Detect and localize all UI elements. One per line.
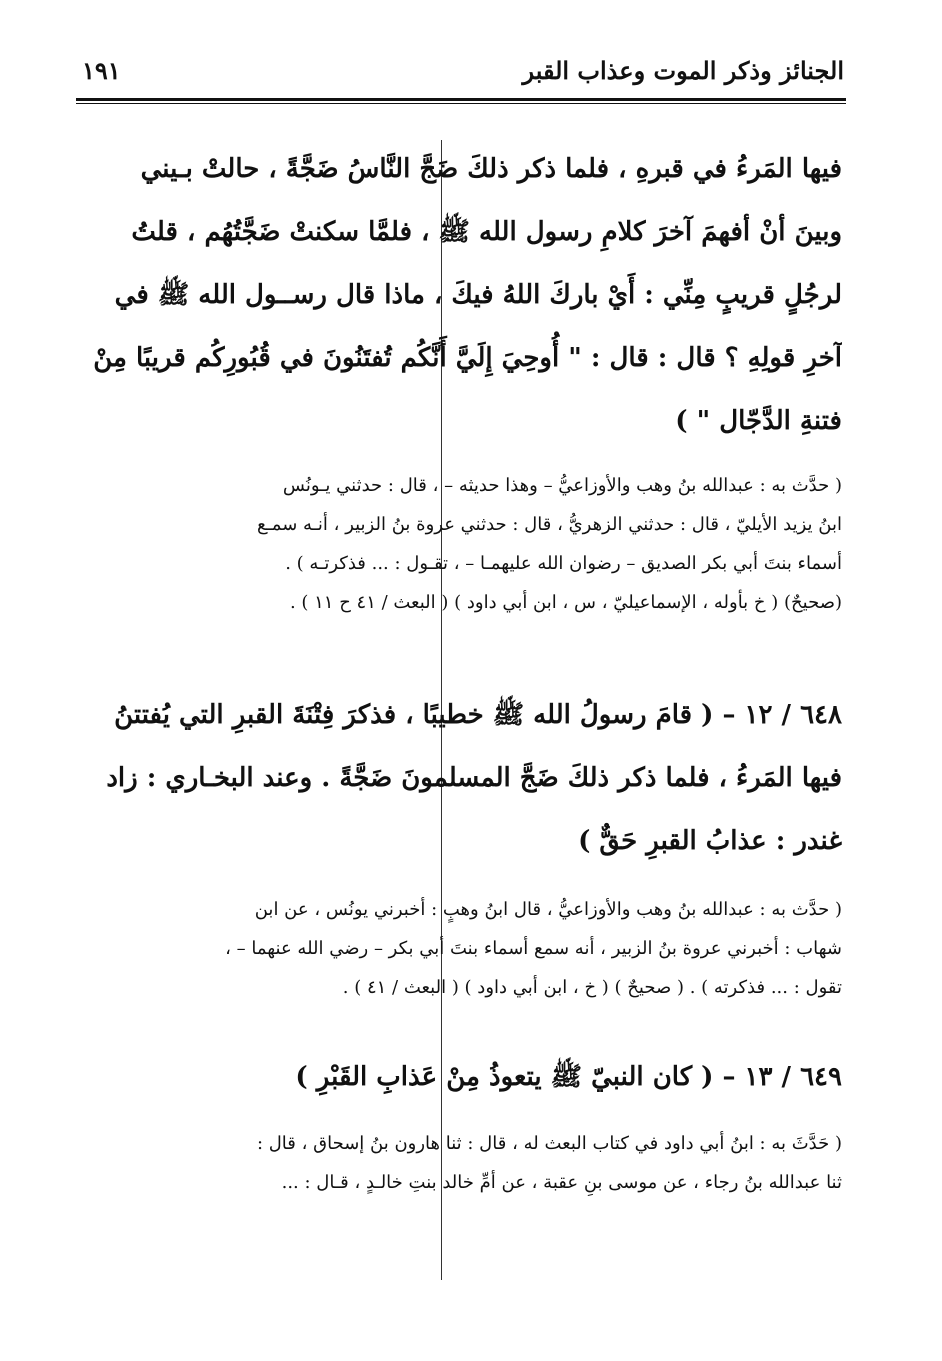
note-line: ( حدَّث به : عبدالله بنُ وهب والأوزاعيُّ ، قال ابنُ وهبٍ : أخبرني يونُس ، عن ابن — [254, 899, 842, 920]
text-line: لرجُلٍ قريبٍ مِنِّي : أَيْ باركَ اللهُ فيكَ ، ماذا قال رســول الله ﷺ في — [114, 280, 842, 310]
hadith-text-continued — [82, 138, 842, 453]
text-line: فتنةِ الدَّجّال " ) — [675, 406, 842, 436]
note-line: ثنا عبدالله بنُ رجاء ، عن موسى بنِ عقبة ، عن أمِّ خالد بنتِ خالـدٍ ، قـال : ... — [281, 1172, 842, 1193]
note-line: أسماء بنتَ أبي بكر الصديق – رضوان الله عليهمـا – ، تقـول : ... فذكرتـه ) . — [285, 553, 842, 574]
text-line: آخرِ قولِهِ ؟ قال : قال : " أُوحِيَ إِلَيَّ أَنَّكُم تُفتَنُونَ في قُبُورِكُم قريبًا مِنْ — [93, 343, 842, 373]
text-line: ٦٤٨ / ١٢ – ( قامَ رسولُ الله ﷺ خطيبًا ، فذكرَ فِتْنَةَ القبرِ التي يُفتتنُ — [114, 700, 842, 730]
hadith-648 — [82, 684, 842, 873]
hadith-649 — [82, 1046, 842, 1109]
header-rule — [76, 98, 846, 104]
note-line: تقول : ... فذكرته ) . ( صحيحٌ ) ( خ ، ابن أبي داود ) ( البعث / ٤١ ) . — [342, 977, 842, 998]
page-number: ١٩١ — [82, 56, 121, 85]
takhrij-note — [82, 466, 842, 622]
text-line: فيها المَرءُ ، فلما ذكر ذلكَ ضَجَّ المسلمونَ ضَجَّةً . وعند البخـاري : زاد — [106, 763, 842, 793]
note-line: (صحيحٌ) ( خ بأوله ، الإسماعيليّ ، س ، ابن أبي داود ) ( البعث / ٤١ ح ١١ ) . — [289, 592, 842, 613]
takhrij-note — [82, 890, 842, 1007]
note-line: ( حَدَّثَ به : ابنُ أبي داود في كتاب البعث له ، قال : ثنا هارون بنُ إسحاق ، قال : — [256, 1133, 842, 1154]
takhrij-note — [82, 1124, 842, 1202]
note-line: شهاب : أخبرني عروة بنُ الزبير ، أنه سمع أسماء بنتَ أبي بكر – رضي الله عنهما – ، — [225, 938, 842, 959]
text-line: وبينَ أنْ أفهمَ آخرَ كلامِ رسول الله ﷺ ، فلمَّا سكنتْ ضَجَّتُهُم ، قلتُ — [131, 217, 842, 247]
note-line: ابنُ يزيد الأيليّ ، قال : حدثني الزهريُّ ، قال : حدثني عروة بنُ الزبير ، أنـه سمـع — [256, 514, 842, 535]
text-line: غندر : عذابُ القبرِ حَقٌّ ) — [578, 826, 842, 856]
running-title: الجنائز وذكر الموت وعذاب القبر — [522, 56, 844, 85]
text-line: فيها المَرءُ في قبرهِ ، فلما ذكر ذلكَ ضَجَّ النَّاسُ ضَجَّةً ، حالتْ بـيني — [140, 154, 842, 184]
text-line: ٦٤٩ / ١٣ – ( كان النبيّ ﷺ يتعوذُ مِنْ عَذابِ القَبْرِ ) — [295, 1062, 842, 1092]
note-line: ( حدَّث به : عبدالله بنُ وهب والأوزاعيُّ – وهذا حديثه – ، قال : حدثني يـونُس — [282, 475, 842, 496]
page-header — [78, 52, 844, 92]
